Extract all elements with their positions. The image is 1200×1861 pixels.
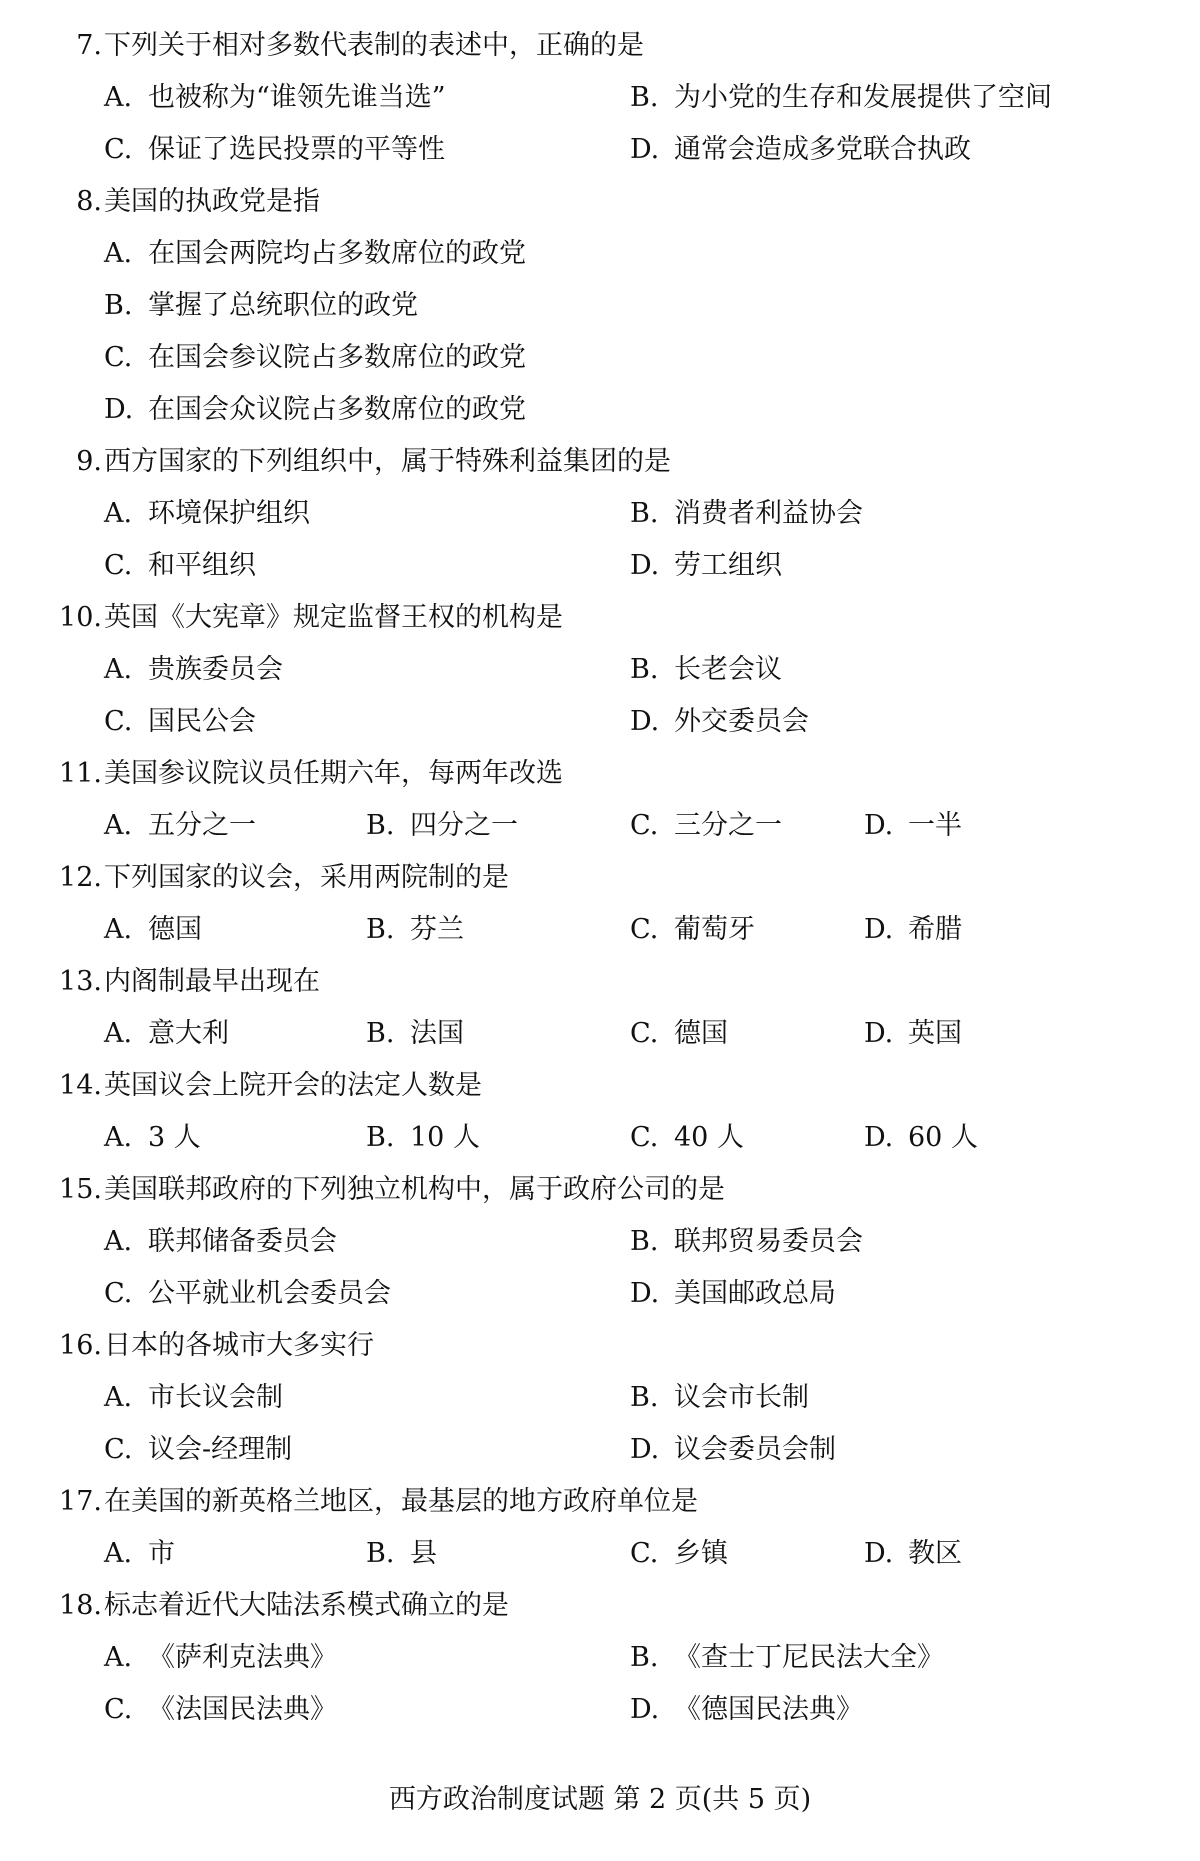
- answer-option: [366, 904, 464, 956]
- option-letter: C.: [104, 1278, 133, 1309]
- option-text: 县: [410, 1538, 437, 1569]
- option-group: [0, 1632, 1200, 1736]
- answer-option: [104, 540, 256, 592]
- option-row: [0, 1216, 1200, 1268]
- option-letter: A.: [104, 238, 133, 269]
- question-text: 西方国家的下列组织中，属于特殊利益集团的是: [104, 446, 671, 477]
- question-text: 英国《大宪章》规定监督王权的机构是: [104, 602, 563, 633]
- question: [0, 1060, 1200, 1164]
- question-line: [0, 436, 1200, 488]
- option-text: 消费者利益协会: [674, 498, 863, 529]
- option-text: 市: [148, 1538, 175, 1569]
- option-group: [0, 644, 1200, 748]
- question-text: 下列关于相对多数代表制的表述中，正确的是: [104, 30, 644, 61]
- option-group: [0, 800, 1200, 852]
- option-text: 在国会参议院占多数席位的政党: [148, 342, 526, 373]
- answer-option: [104, 488, 310, 540]
- option-row: [0, 540, 1200, 592]
- option-text: 60 人: [908, 1122, 978, 1153]
- option-letter: A.: [104, 1538, 133, 1569]
- question-text: 在美国的新英格兰地区，最基层的地方政府单位是: [104, 1486, 698, 1517]
- option-text: 《萨利克法典》: [148, 1642, 337, 1673]
- answer-option: [104, 228, 526, 280]
- answer-option: [630, 124, 971, 176]
- option-letter: C.: [104, 1434, 133, 1465]
- answer-option: [864, 800, 962, 852]
- option-group: [0, 1372, 1200, 1476]
- answer-option: [630, 800, 782, 852]
- answer-option: [864, 904, 962, 956]
- answer-option: [630, 696, 809, 748]
- option-text: 通常会造成多党联合执政: [674, 134, 971, 165]
- answer-option: [104, 1112, 201, 1164]
- option-letter: C.: [630, 1018, 659, 1049]
- question-text: 日本的各城市大多实行: [104, 1330, 374, 1361]
- option-text: 也被称为“谁领先谁当选”: [148, 82, 446, 113]
- answer-option: [104, 800, 256, 852]
- option-text: 议会市长制: [674, 1382, 809, 1413]
- option-row: [0, 332, 1200, 384]
- answer-option: [366, 1112, 480, 1164]
- option-letter: D.: [630, 134, 660, 165]
- answer-option: [104, 1008, 229, 1060]
- option-group: [0, 1008, 1200, 1060]
- option-letter: A.: [104, 1122, 133, 1153]
- answer-option: [104, 1372, 283, 1424]
- option-letter: D.: [864, 1538, 894, 1569]
- option-text: 公平就业机会委员会: [148, 1278, 391, 1309]
- option-text: 联邦储备委员会: [148, 1226, 337, 1257]
- option-text: 法国: [410, 1018, 464, 1049]
- option-letter: C.: [104, 706, 133, 737]
- option-text: 《查士丁尼民法大全》: [674, 1642, 944, 1673]
- option-group: [0, 1112, 1200, 1164]
- option-letter: A.: [104, 82, 133, 113]
- option-letter: C.: [104, 550, 133, 581]
- option-text: 议会委员会制: [674, 1434, 836, 1465]
- question-number: 13.: [59, 966, 102, 997]
- option-letter: C.: [630, 1122, 659, 1153]
- question: [0, 1580, 1200, 1736]
- question-number: 9.: [76, 446, 102, 477]
- answer-option: [630, 1528, 728, 1580]
- option-letter: D.: [630, 1434, 660, 1465]
- option-text: 《德国民法典》: [674, 1694, 863, 1725]
- answer-option: [104, 384, 526, 436]
- answer-option: [104, 644, 283, 696]
- option-text: 10 人: [410, 1122, 480, 1153]
- option-row: [0, 1684, 1200, 1736]
- option-letter: D.: [630, 550, 660, 581]
- answer-option: [630, 1372, 809, 1424]
- option-text: 环境保护组织: [148, 498, 310, 529]
- question-number: 17.: [59, 1486, 102, 1517]
- question: [0, 1320, 1200, 1476]
- option-letter: B.: [630, 82, 659, 113]
- option-text: 市长议会制: [148, 1382, 283, 1413]
- option-row: [0, 1372, 1200, 1424]
- option-row: [0, 1632, 1200, 1684]
- question-number: 8.: [76, 186, 102, 217]
- option-text: 葡萄牙: [674, 914, 755, 945]
- answer-option: [630, 1008, 728, 1060]
- question-text: 标志着近代大陆法系模式确立的是: [104, 1590, 509, 1621]
- question-line: [0, 1476, 1200, 1528]
- answer-option: [630, 644, 782, 696]
- answer-option: [104, 1216, 337, 1268]
- answer-option: [104, 1268, 391, 1320]
- option-text: 议会-经理制: [148, 1434, 293, 1465]
- answer-option: [366, 1528, 437, 1580]
- option-group: [0, 228, 1200, 436]
- question-list: [0, 20, 1200, 1736]
- option-text: 劳工组织: [674, 550, 782, 581]
- answer-option: [630, 1424, 836, 1476]
- answer-option: [366, 1008, 464, 1060]
- option-text: 德国: [674, 1018, 728, 1049]
- answer-option: [104, 1632, 337, 1684]
- option-text: 在国会两院均占多数席位的政党: [148, 238, 526, 269]
- question-number: 18.: [59, 1590, 102, 1621]
- question-line: [0, 176, 1200, 228]
- question-number: 10.: [59, 602, 102, 633]
- option-letter: D.: [864, 1018, 894, 1049]
- option-row: [0, 904, 1200, 956]
- option-letter: C.: [104, 342, 133, 373]
- page-footer: 西方政治制度试题 第 2 页(共 5 页): [388, 1784, 812, 1815]
- answer-option: [630, 72, 1052, 124]
- option-text: 40 人: [674, 1122, 744, 1153]
- option-text: 一半: [908, 810, 962, 841]
- answer-option: [366, 800, 518, 852]
- option-group: [0, 1528, 1200, 1580]
- option-letter: C.: [630, 1538, 659, 1569]
- question-line: [0, 592, 1200, 644]
- option-text: 3 人: [148, 1122, 201, 1153]
- answer-option: [104, 280, 418, 332]
- question-text: 美国的执政党是指: [104, 186, 320, 217]
- option-letter: B.: [366, 914, 395, 945]
- option-row: [0, 228, 1200, 280]
- answer-option: [864, 1528, 962, 1580]
- answer-option: [104, 904, 202, 956]
- option-row: [0, 384, 1200, 436]
- question: [0, 592, 1200, 748]
- option-letter: B.: [630, 1382, 659, 1413]
- option-letter: D.: [864, 914, 894, 945]
- answer-option: [104, 332, 526, 384]
- option-row: [0, 1424, 1200, 1476]
- option-text: 四分之一: [410, 810, 518, 841]
- option-text: 意大利: [148, 1018, 229, 1049]
- option-letter: D.: [630, 1278, 660, 1309]
- option-letter: B.: [366, 1122, 395, 1153]
- option-letter: A.: [104, 1642, 133, 1673]
- question: [0, 20, 1200, 176]
- question-number: 12.: [59, 862, 102, 893]
- option-letter: C.: [630, 914, 659, 945]
- question-line: [0, 1320, 1200, 1372]
- option-text: 外交委员会: [674, 706, 809, 737]
- option-text: 德国: [148, 914, 202, 945]
- option-letter: B.: [366, 1018, 395, 1049]
- option-text: 美国邮政总局: [674, 1278, 836, 1309]
- question-line: [0, 852, 1200, 904]
- option-text: 五分之一: [148, 810, 256, 841]
- answer-option: [630, 488, 863, 540]
- option-letter: A.: [104, 914, 133, 945]
- option-letter: B.: [630, 1642, 659, 1673]
- option-row: [0, 1528, 1200, 1580]
- option-group: [0, 72, 1200, 176]
- question-number: 14.: [59, 1070, 102, 1101]
- option-row: [0, 644, 1200, 696]
- question-number: 16.: [59, 1330, 102, 1361]
- answer-option: [630, 904, 755, 956]
- answer-option: [630, 1632, 944, 1684]
- question: [0, 1476, 1200, 1580]
- option-text: 保证了选民投票的平等性: [148, 134, 445, 165]
- option-group: [0, 488, 1200, 592]
- option-row: [0, 800, 1200, 852]
- question-text: 英国议会上院开会的法定人数是: [104, 1070, 482, 1101]
- option-letter: B.: [366, 810, 395, 841]
- option-letter: A.: [104, 654, 133, 685]
- option-text: 乡镇: [674, 1538, 728, 1569]
- option-text: 贵族委员会: [148, 654, 283, 685]
- question-line: [0, 748, 1200, 800]
- option-text: 长老会议: [674, 654, 782, 685]
- option-text: 国民公会: [148, 706, 256, 737]
- option-row: [0, 124, 1200, 176]
- answer-option: [104, 1528, 175, 1580]
- question: [0, 176, 1200, 436]
- option-text: 希腊: [908, 914, 962, 945]
- option-text: 英国: [908, 1018, 962, 1049]
- option-letter: A.: [104, 1226, 133, 1257]
- answer-option: [104, 696, 256, 748]
- option-text: 教区: [908, 1538, 962, 1569]
- question: [0, 1164, 1200, 1320]
- option-row: [0, 488, 1200, 540]
- option-letter: A.: [104, 1382, 133, 1413]
- option-letter: A.: [104, 1018, 133, 1049]
- question-line: [0, 1580, 1200, 1632]
- answer-option: [630, 540, 782, 592]
- option-row: [0, 1268, 1200, 1320]
- option-letter: B.: [630, 498, 659, 529]
- option-letter: B.: [630, 1226, 659, 1257]
- option-letter: B.: [104, 290, 133, 321]
- option-row: [0, 1112, 1200, 1164]
- option-row: [0, 696, 1200, 748]
- answer-option: [104, 72, 446, 124]
- option-text: 掌握了总统职位的政党: [148, 290, 418, 321]
- question-number: 15.: [59, 1174, 102, 1205]
- answer-option: [630, 1112, 744, 1164]
- option-letter: D.: [630, 1694, 660, 1725]
- question-text: 内阁制最早出现在: [104, 966, 320, 997]
- question-number: 7.: [76, 30, 102, 61]
- answer-option: [630, 1684, 863, 1736]
- question: [0, 956, 1200, 1060]
- option-letter: D.: [630, 706, 660, 737]
- answer-option: [864, 1008, 962, 1060]
- option-letter: B.: [630, 654, 659, 685]
- option-row: [0, 1008, 1200, 1060]
- option-group: [0, 1216, 1200, 1320]
- option-letter: C.: [104, 134, 133, 165]
- answer-option: [104, 124, 445, 176]
- question-number: 11.: [59, 758, 102, 789]
- option-text: 三分之一: [674, 810, 782, 841]
- question: [0, 748, 1200, 852]
- answer-option: [864, 1112, 978, 1164]
- option-text: 为小党的生存和发展提供了空间: [674, 82, 1052, 113]
- option-letter: A.: [104, 810, 133, 841]
- question-line: [0, 20, 1200, 72]
- option-letter: B.: [366, 1538, 395, 1569]
- option-text: 《法国民法典》: [148, 1694, 337, 1725]
- option-letter: D.: [864, 1122, 894, 1153]
- option-row: [0, 72, 1200, 124]
- option-letter: C.: [104, 1694, 133, 1725]
- option-text: 联邦贸易委员会: [674, 1226, 863, 1257]
- question-text: 美国参议院议员任期六年，每两年改选: [104, 758, 563, 789]
- answer-option: [104, 1684, 337, 1736]
- option-text: 在国会众议院占多数席位的政党: [148, 394, 526, 425]
- question: [0, 436, 1200, 592]
- option-letter: D.: [864, 810, 894, 841]
- option-text: 芬兰: [410, 914, 464, 945]
- answer-option: [630, 1216, 863, 1268]
- option-row: [0, 280, 1200, 332]
- option-text: 和平组织: [148, 550, 256, 581]
- option-letter: A.: [104, 498, 133, 529]
- option-group: [0, 904, 1200, 956]
- option-letter: D.: [104, 394, 134, 425]
- question-line: [0, 1164, 1200, 1216]
- answer-option: [630, 1268, 836, 1320]
- option-letter: C.: [630, 810, 659, 841]
- question: [0, 852, 1200, 956]
- question-line: [0, 1060, 1200, 1112]
- answer-option: [104, 1424, 292, 1476]
- question-text: 美国联邦政府的下列独立机构中，属于政府公司的是: [104, 1174, 725, 1205]
- question-text: 下列国家的议会，采用两院制的是: [104, 862, 509, 893]
- question-line: [0, 956, 1200, 1008]
